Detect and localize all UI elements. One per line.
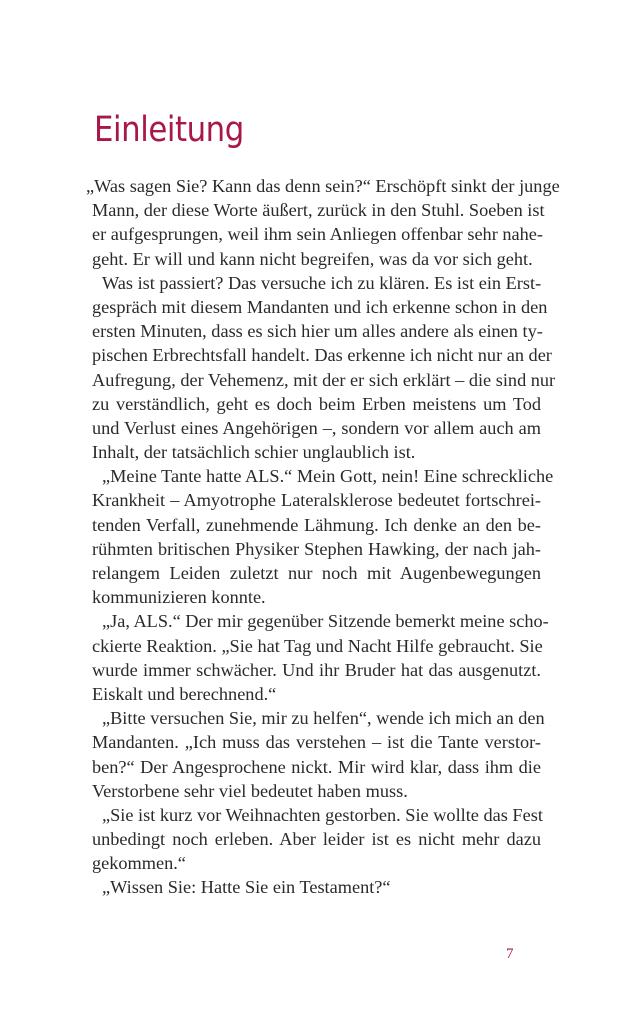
text-line: „Meine Tante hatte ALS.“ Mein Gott, nein! Eine schreckliche bbox=[102, 466, 554, 487]
paragraph-7 bbox=[92, 875, 541, 899]
text-line: „Was sagen Sie? Kann das denn sein?“ Erschöpft sinkt der junge bbox=[86, 176, 560, 196]
text-line: „Wissen Sie: Hatte Sie ein Testament?“ bbox=[102, 877, 391, 898]
paragraph-5 bbox=[92, 706, 545, 803]
text-line: Was ist passiert? Das versuche ich zu klären. Es ist ein Erst- bbox=[102, 272, 542, 293]
text-line: Krankheit – Amyotrophe Lateralsklerose bedeutet fortschrei- bbox=[92, 490, 541, 511]
text-line: pischen Erbrechtsfall handelt. Das erkenne ich nicht nur an der bbox=[92, 345, 552, 366]
text-line: geht. Er will und kann nicht begreifen, was da vor sich geht. bbox=[92, 248, 533, 269]
text-line: „Sie ist kurz vor Weihnachten gestorben. Sie wollte das Fest bbox=[102, 804, 543, 825]
text-line: relangem Leiden zuletzt nur noch mit Augenbewegungen bbox=[92, 563, 541, 583]
text-line: ersten Minuten, dass es sich hier um alles andere als einen ty- bbox=[92, 321, 543, 342]
text-line: unbedingt noch erleben. Aber leider ist es nicht mehr dazu bbox=[92, 829, 541, 850]
text-line: zu verständlich, geht es doch beim Erben meistens um Tod bbox=[92, 393, 541, 414]
text-line: kommunizieren konnte. bbox=[92, 587, 266, 608]
text-line: Mann, der diese Worte äußert, zurück in den Stuhl. Soeben ist bbox=[92, 200, 545, 221]
text-line: Mandanten. „Ich muss das verstehen – ist die Tante verstor- bbox=[92, 732, 541, 753]
page-number: 7 bbox=[506, 946, 514, 962]
paragraph-6 bbox=[92, 803, 541, 876]
text-line: „Bitte versuchen Sie, mir zu helfen“, wende ich mich an den bbox=[102, 708, 545, 729]
text-line: Inhalt, der tatsächlich schier unglaublich ist. bbox=[92, 442, 416, 463]
text-line: Aufregung, der Vehemenz, mit der er sich erklärt – die sind nur bbox=[92, 369, 556, 390]
text-line: ckierte Reaktion. „Sie hat Tag und Nacht Hilfe gebraucht. Sie bbox=[92, 635, 543, 656]
text-line: tenden Verfall, zunehmende Lähmung. Ich denke an den be- bbox=[92, 514, 541, 535]
paragraph-1 bbox=[86, 174, 560, 271]
paragraph-4 bbox=[92, 609, 549, 706]
text-line: Eiskalt und berechnend.“ bbox=[92, 683, 277, 704]
chapter-title: Einleitung bbox=[94, 110, 244, 150]
body-text bbox=[86, 174, 560, 900]
text-line: Verstorbene sehr viel bedeutet haben muss. bbox=[92, 780, 408, 801]
paragraph-2 bbox=[92, 271, 556, 465]
text-line: wurde immer schwächer. Und ihr Bruder hat das ausgenutzt. bbox=[92, 659, 541, 680]
text-line: ben?“ Der Angesprochene nickt. Mir wird klar, dass ihm die bbox=[92, 756, 541, 777]
text-line: rühmten britischen Physiker Stephen Hawking, der nach jah- bbox=[92, 538, 541, 559]
text-line: und Verlust eines Angehörigen –, sondern vor allem auch am bbox=[92, 417, 541, 438]
text-line: gekommen.“ bbox=[92, 853, 186, 874]
text-line: „Ja, ALS.“ Der mir gegenüber Sitzende bemerkt meine scho- bbox=[102, 611, 549, 632]
text-line: er aufgesprungen, weil ihm sein Anliegen offenbar sehr nahe- bbox=[92, 224, 543, 245]
paragraph-3 bbox=[92, 464, 554, 609]
text-line: gespräch mit diesem Mandanten und ich erkenne schon in den bbox=[92, 296, 548, 317]
